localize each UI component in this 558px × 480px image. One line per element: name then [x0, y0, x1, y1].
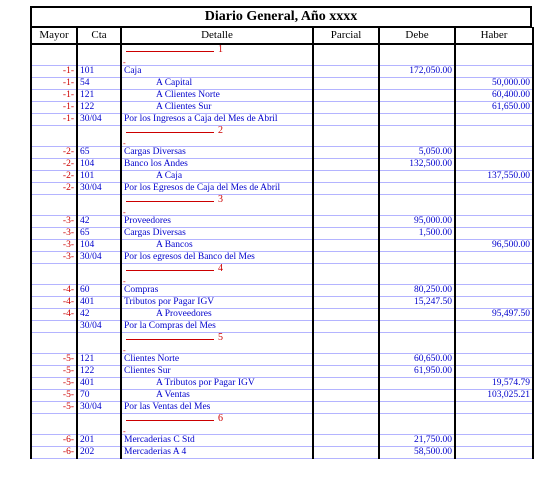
separator-empty-parcial — [313, 44, 379, 66]
account-code: 42 — [77, 309, 121, 321]
detail-text: A Capital — [156, 78, 193, 88]
mayor-ref — [31, 321, 77, 333]
journal-row — [31, 171, 533, 183]
haber-amount — [455, 228, 533, 240]
entry-separator-row — [31, 414, 533, 435]
separator-empty-cta — [77, 414, 121, 435]
haber-amount: 19,574.79 — [455, 378, 533, 390]
parcial-amount — [313, 435, 379, 447]
debe-amount — [379, 78, 455, 90]
debe-amount: 132,500.00 — [379, 159, 455, 171]
separator-empty-haber — [455, 264, 533, 285]
detail-text: Clientes Norte — [124, 354, 180, 364]
debe-amount — [379, 402, 455, 414]
entry-separator-row — [31, 126, 533, 147]
haber-amount: 95,497.50 — [455, 309, 533, 321]
separator-empty-parcial — [313, 333, 379, 354]
account-detail — [121, 228, 313, 240]
debe-amount: 61,950.00 — [379, 366, 455, 378]
parcial-amount — [313, 183, 379, 195]
haber-amount — [455, 66, 533, 78]
debe-amount: 95,000.00 — [379, 216, 455, 228]
separator-empty-mayor — [31, 414, 77, 435]
debe-amount: 80,250.00 — [379, 285, 455, 297]
parcial-amount — [313, 366, 379, 378]
separator-empty-debe — [379, 126, 455, 147]
account-code: 101 — [77, 66, 121, 78]
journal-row — [31, 78, 533, 90]
account-code: 122 — [77, 102, 121, 114]
detail-text: Clientes Sur — [124, 366, 171, 376]
journal-row — [31, 228, 533, 240]
mayor-ref: -2- — [31, 183, 77, 195]
account-detail — [121, 366, 313, 378]
debe-amount — [379, 390, 455, 402]
detail-text: A Caja — [156, 171, 183, 181]
separator-empty-debe — [379, 333, 455, 354]
debe-amount — [379, 309, 455, 321]
journal-row — [31, 390, 533, 402]
account-code: 54 — [77, 78, 121, 90]
debe-amount: 21,750.00 — [379, 435, 455, 447]
entry-number: 3 — [218, 194, 223, 205]
parcial-amount — [313, 159, 379, 171]
journal-row — [31, 66, 533, 78]
debe-amount: 58,500.00 — [379, 447, 455, 459]
debe-amount — [379, 114, 455, 126]
account-detail — [121, 309, 313, 321]
separator-line — [126, 339, 214, 340]
entry-mark: - — [123, 346, 126, 354]
mayor-ref: -1- — [31, 102, 77, 114]
header-parcial: Parcial — [313, 28, 379, 45]
haber-amount — [455, 402, 533, 414]
account-detail — [121, 114, 313, 126]
account-code: 30/04 — [77, 402, 121, 414]
detail-text: Por los egresos del Banco del Mes — [124, 252, 255, 262]
mayor-ref: -3- — [31, 216, 77, 228]
account-detail — [121, 390, 313, 402]
journal-row — [31, 147, 533, 159]
detail-text: Banco los Andes — [124, 159, 188, 169]
journal-body — [31, 44, 533, 459]
detail-text: A Clientes Norte — [156, 90, 220, 100]
journal-row — [31, 297, 533, 309]
debe-amount: 60,650.00 — [379, 354, 455, 366]
journal-row — [31, 183, 533, 195]
header-row — [31, 28, 533, 45]
account-code: 202 — [77, 447, 121, 459]
haber-amount: 137,550.00 — [455, 171, 533, 183]
mayor-ref: -1- — [31, 90, 77, 102]
haber-amount — [455, 183, 533, 195]
entry-number: 4 — [218, 263, 223, 274]
detail-text: Cargas Diversas — [124, 228, 186, 238]
separator-empty-cta — [77, 195, 121, 216]
detail-text: Cargas Diversas — [124, 147, 186, 157]
separator-empty-parcial — [313, 414, 379, 435]
detail-text: Por la Compras del Mes — [124, 321, 216, 331]
mayor-ref: -4- — [31, 297, 77, 309]
account-code: 65 — [77, 147, 121, 159]
debe-amount: 1,500.00 — [379, 228, 455, 240]
separator-empty-mayor — [31, 333, 77, 354]
account-detail — [121, 285, 313, 297]
separator-line — [126, 270, 214, 271]
account-detail — [121, 402, 313, 414]
separator-empty-haber — [455, 126, 533, 147]
parcial-amount — [313, 114, 379, 126]
haber-amount — [455, 159, 533, 171]
separator-empty-debe — [379, 44, 455, 66]
parcial-amount — [313, 66, 379, 78]
detail-text: A Bancos — [156, 240, 193, 250]
debe-amount: 5,050.00 — [379, 147, 455, 159]
entry-number: 1 — [218, 44, 223, 55]
debe-amount — [379, 183, 455, 195]
haber-amount — [455, 216, 533, 228]
separator-empty-haber — [455, 414, 533, 435]
separator-empty-mayor — [31, 195, 77, 216]
debe-amount: 15,247.50 — [379, 297, 455, 309]
journal-row — [31, 378, 533, 390]
parcial-amount — [313, 309, 379, 321]
entry-mark: - — [123, 139, 126, 147]
haber-amount — [455, 354, 533, 366]
entry-number: 2 — [218, 125, 223, 136]
page-title: Diario General, Año xxxx — [30, 6, 532, 27]
mayor-ref: -5- — [31, 366, 77, 378]
entry-separator — [121, 195, 313, 216]
entry-mark: - — [123, 277, 126, 285]
parcial-amount — [313, 285, 379, 297]
separator-empty-mayor — [31, 44, 77, 66]
parcial-amount — [313, 90, 379, 102]
haber-amount — [455, 366, 533, 378]
separator-line — [126, 201, 214, 202]
journal-row — [31, 102, 533, 114]
account-code: 401 — [77, 297, 121, 309]
entry-separator-row — [31, 264, 533, 285]
account-detail — [121, 102, 313, 114]
account-code: 122 — [77, 366, 121, 378]
haber-amount: 61,650.00 — [455, 102, 533, 114]
header-debe: Debe — [379, 28, 455, 45]
journal-row — [31, 90, 533, 102]
journal-row — [31, 402, 533, 414]
entry-mark: - — [123, 208, 126, 216]
account-detail — [121, 378, 313, 390]
account-detail — [121, 435, 313, 447]
journal-row — [31, 252, 533, 264]
journal-row — [31, 447, 533, 459]
mayor-ref: -1- — [31, 114, 77, 126]
separator-empty-cta — [77, 44, 121, 66]
entry-separator — [121, 44, 313, 66]
detail-text: Caja — [124, 66, 142, 76]
header-mayor: Mayor — [31, 28, 77, 45]
separator-empty-cta — [77, 126, 121, 147]
journal-table — [30, 27, 534, 459]
mayor-ref: -4- — [31, 285, 77, 297]
account-code: 121 — [77, 354, 121, 366]
account-code: 30/04 — [77, 183, 121, 195]
entry-separator-row — [31, 195, 533, 216]
debe-amount: 172,050.00 — [379, 66, 455, 78]
separator-line — [126, 51, 214, 52]
journal-row — [31, 285, 533, 297]
mayor-ref: -2- — [31, 159, 77, 171]
debe-amount — [379, 102, 455, 114]
mayor-ref: -6- — [31, 447, 77, 459]
entry-mark: - — [123, 58, 126, 66]
parcial-amount — [313, 102, 379, 114]
journal-row — [31, 321, 533, 333]
mayor-ref: -3- — [31, 228, 77, 240]
account-detail — [121, 297, 313, 309]
account-code: 65 — [77, 228, 121, 240]
mayor-ref: -2- — [31, 171, 77, 183]
account-detail — [121, 240, 313, 252]
journal-row — [31, 354, 533, 366]
separator-empty-mayor — [31, 126, 77, 147]
parcial-amount — [313, 171, 379, 183]
haber-amount: 50,000.00 — [455, 78, 533, 90]
detail-text: A Clientes Sur — [156, 102, 212, 112]
haber-amount: 96,500.00 — [455, 240, 533, 252]
journal-row — [31, 114, 533, 126]
account-code: 104 — [77, 240, 121, 252]
haber-amount — [455, 114, 533, 126]
account-code: 30/04 — [77, 114, 121, 126]
haber-amount — [455, 435, 533, 447]
account-detail — [121, 147, 313, 159]
parcial-amount — [313, 297, 379, 309]
account-code: 101 — [77, 171, 121, 183]
header-haber: Haber — [455, 28, 533, 45]
entry-number: 5 — [218, 332, 223, 343]
journal-row — [31, 159, 533, 171]
account-code: 121 — [77, 90, 121, 102]
separator-empty-haber — [455, 195, 533, 216]
mayor-ref: -1- — [31, 78, 77, 90]
entry-separator — [121, 414, 313, 435]
journal-row — [31, 240, 533, 252]
separator-empty-mayor — [31, 264, 77, 285]
account-code: 70 — [77, 390, 121, 402]
entry-separator-row — [31, 333, 533, 354]
account-detail — [121, 447, 313, 459]
header-cta: Cta — [77, 28, 121, 45]
separator-line — [126, 420, 214, 421]
journal-row — [31, 216, 533, 228]
debe-amount — [379, 378, 455, 390]
separator-empty-cta — [77, 264, 121, 285]
account-code: 42 — [77, 216, 121, 228]
mayor-ref: -2- — [31, 147, 77, 159]
detail-text: Mercaderias C Std — [124, 435, 195, 445]
debe-amount — [379, 90, 455, 102]
separator-line — [126, 132, 214, 133]
detail-text: Mercaderias A 4 — [124, 447, 187, 457]
separator-empty-parcial — [313, 195, 379, 216]
haber-amount: 60,400.00 — [455, 90, 533, 102]
account-detail — [121, 66, 313, 78]
mayor-ref: -3- — [31, 252, 77, 264]
parcial-amount — [313, 354, 379, 366]
detail-text: A Proveedores — [156, 309, 212, 319]
parcial-amount — [313, 402, 379, 414]
account-detail — [121, 90, 313, 102]
detail-text: Proveedores — [124, 216, 171, 226]
debe-amount — [379, 321, 455, 333]
account-code: 104 — [77, 159, 121, 171]
haber-amount — [455, 447, 533, 459]
parcial-amount — [313, 390, 379, 402]
haber-amount — [455, 147, 533, 159]
account-code: 201 — [77, 435, 121, 447]
separator-empty-debe — [379, 414, 455, 435]
separator-empty-parcial — [313, 264, 379, 285]
debe-amount — [379, 171, 455, 183]
parcial-amount — [313, 228, 379, 240]
account-detail — [121, 78, 313, 90]
mayor-ref: -3- — [31, 240, 77, 252]
debe-amount — [379, 240, 455, 252]
mayor-ref: -1- — [31, 66, 77, 78]
entry-separator — [121, 264, 313, 285]
account-detail — [121, 171, 313, 183]
parcial-amount — [313, 447, 379, 459]
detail-text: Por los Egresos de Caja del Mes de Abril — [124, 183, 281, 193]
detail-text: Tributos por Pagar IGV — [124, 297, 215, 307]
mayor-ref: -5- — [31, 402, 77, 414]
account-detail — [121, 216, 313, 228]
entry-mark: - — [123, 427, 126, 435]
mayor-ref: -4- — [31, 309, 77, 321]
account-code: 30/04 — [77, 252, 121, 264]
haber-amount — [455, 297, 533, 309]
mayor-ref: -6- — [31, 435, 77, 447]
mayor-ref: -5- — [31, 378, 77, 390]
journal-row — [31, 366, 533, 378]
haber-amount — [455, 321, 533, 333]
detail-text: Por los Ingresos a Caja del Mes de Abril — [124, 114, 278, 124]
journal-row — [31, 435, 533, 447]
journal-row — [31, 309, 533, 321]
entry-number: 6 — [218, 413, 223, 424]
entry-separator-row — [31, 44, 533, 66]
entry-separator — [121, 333, 313, 354]
entry-separator — [121, 126, 313, 147]
parcial-amount — [313, 216, 379, 228]
separator-empty-debe — [379, 195, 455, 216]
account-detail — [121, 183, 313, 195]
parcial-amount — [313, 252, 379, 264]
account-detail — [121, 321, 313, 333]
parcial-amount — [313, 321, 379, 333]
mayor-ref: -5- — [31, 354, 77, 366]
separator-empty-cta — [77, 333, 121, 354]
detail-text: Compras — [124, 285, 159, 295]
haber-amount: 103,025.21 — [455, 390, 533, 402]
detail-text: A Ventas — [156, 390, 190, 400]
detail-text: Por las Ventas del Mes — [124, 402, 211, 412]
header-detalle: Detalle — [121, 28, 313, 45]
haber-amount — [455, 285, 533, 297]
account-detail — [121, 252, 313, 264]
account-code: 401 — [77, 378, 121, 390]
separator-empty-haber — [455, 333, 533, 354]
account-detail — [121, 354, 313, 366]
parcial-amount — [313, 147, 379, 159]
separator-empty-haber — [455, 44, 533, 66]
account-detail — [121, 159, 313, 171]
haber-amount — [455, 252, 533, 264]
account-code: 30/04 — [77, 321, 121, 333]
separator-empty-debe — [379, 264, 455, 285]
parcial-amount — [313, 78, 379, 90]
detail-text: A Tributos por Pagar IGV — [156, 378, 255, 388]
account-code: 60 — [77, 285, 121, 297]
mayor-ref: -5- — [31, 390, 77, 402]
debe-amount — [379, 252, 455, 264]
parcial-amount — [313, 378, 379, 390]
journal-sheet — [30, 6, 532, 459]
parcial-amount — [313, 240, 379, 252]
separator-empty-parcial — [313, 126, 379, 147]
